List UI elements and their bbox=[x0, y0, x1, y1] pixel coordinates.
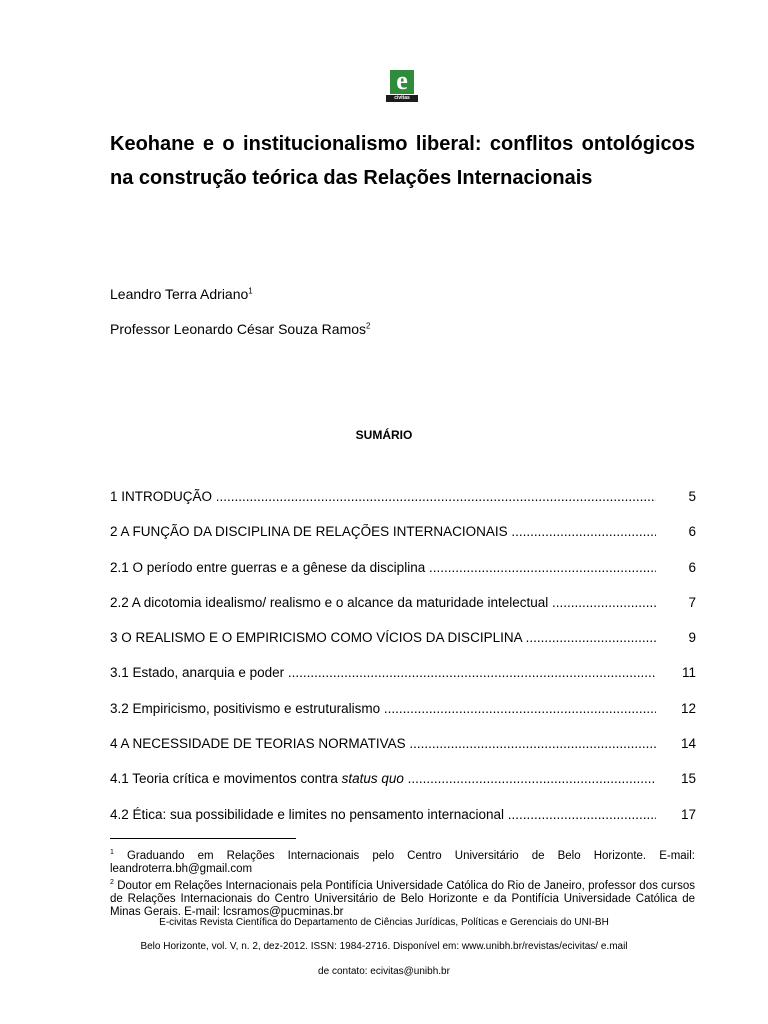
author-1-note-mark: 1 bbox=[248, 286, 253, 296]
author-2-name: Professor Leonardo César Souza Ramos bbox=[110, 321, 367, 337]
sumario-heading: SUMÁRIO bbox=[355, 428, 413, 442]
toc-entry-label: 4.2 Ética: sua possibilidade e limites no pensamento internacional ..... bbox=[110, 807, 656, 822]
footnote-2-mark: 2 bbox=[110, 878, 114, 886]
toc-entry[interactable] bbox=[110, 736, 696, 771]
author-1-name: Leandro Terra Adriano bbox=[110, 286, 249, 302]
toc-entry[interactable] bbox=[110, 701, 696, 736]
toc-entry-page: 5 bbox=[688, 489, 696, 504]
toc-entry-label-wrapper bbox=[110, 771, 656, 786]
toc-entry-label-italic: status quo bbox=[341, 771, 404, 787]
toc-entry-label: 2.2 A dicotomia idealismo/ realismo e o alcance da maturidade intelectual ..... bbox=[110, 595, 656, 610]
paper-title: Keohane e o institucionalismo liberal: conflitos ontológicos na construção teórica das Relações Internacionais bbox=[110, 133, 695, 189]
toc-entry[interactable] bbox=[110, 489, 696, 524]
toc-entry-page: 6 bbox=[688, 559, 696, 575]
toc-entry[interactable] bbox=[110, 595, 696, 630]
toc-entry-label: 4.1 Teoria crítica e movimentos contra bbox=[110, 771, 338, 787]
toc-entry-page: 17 bbox=[680, 806, 696, 822]
footnote-separator bbox=[110, 838, 296, 839]
footnote-1-mark: 1 bbox=[110, 849, 114, 856]
toc-entry[interactable] bbox=[110, 665, 696, 700]
toc-entry-page: 9 bbox=[688, 630, 696, 646]
toc-entry-label: 4 A NECESSIDADE DE TEORIAS NORMATIVAS ..... bbox=[110, 736, 656, 751]
logo-letter: e bbox=[390, 70, 414, 94]
toc-entry-label: 1 INTRODUÇÃO ..... bbox=[110, 489, 656, 504]
author-1 bbox=[110, 286, 253, 302]
footnotes bbox=[110, 846, 695, 919]
footnote-1-text: Graduando em Relações Internacionais pelo Centro Universitário de Belo Horizonte. E-mail: leandroterra.bh@gmail.com bbox=[110, 849, 695, 875]
logo-tag: civitas bbox=[386, 95, 418, 102]
footnote-1 bbox=[110, 846, 695, 876]
toc-entry-page: 6 bbox=[688, 524, 696, 540]
toc-entry-label: 2.1 O período entre guerras e a gênese da disciplina ..... bbox=[110, 560, 656, 575]
author-2-note-mark: 2 bbox=[366, 321, 371, 331]
toc-entry[interactable] bbox=[110, 524, 696, 559]
journal-logo bbox=[386, 66, 418, 104]
toc-entry-label: 2 A FUNÇÃO DA DISCIPLINA DE RELAÇÕES INTERNACIONAIS ..... bbox=[110, 524, 656, 539]
toc-entry-page: 15 bbox=[680, 771, 696, 787]
journal-info-line-1: E-civitas Revista Científica do Departamento de Ciências Jurídicas, Políticas e Gerenciais do UNI-BH bbox=[159, 917, 609, 928]
toc-entry-label: 3 O REALISMO E O EMPIRICISMO COMO VÍCIOS DA DISCIPLINA ..... bbox=[110, 630, 656, 645]
toc-entry-page: 7 bbox=[688, 594, 696, 610]
toc-entry-page: 12 bbox=[680, 700, 696, 716]
table-of-contents bbox=[110, 489, 696, 842]
toc-entry[interactable] bbox=[110, 771, 696, 806]
author-2 bbox=[110, 321, 370, 337]
toc-entry[interactable] bbox=[110, 560, 696, 595]
footnote-2-text: Doutor em Relações Internacionais pela Pontifícia Universidade Católica do Rio de Janeiro, professor dos cursos de Relações Internacionais do Centro Universitário de Belo Horizonte e da Pontifícia Universidade Católica de Minas Gerais. E-mail: lcsramos@pucminas.br bbox=[110, 879, 695, 918]
footnote-2 bbox=[110, 876, 695, 919]
toc-entry[interactable] bbox=[110, 807, 696, 842]
journal-info-line-3: de contato: ecivitas@unibh.br bbox=[318, 966, 450, 977]
toc-entry-label: 3.2 Empiricismo, positivismo e estruturalismo ..... bbox=[110, 701, 656, 716]
toc-entry-page: 11 bbox=[681, 665, 696, 681]
toc-entry-page: 14 bbox=[680, 736, 696, 752]
toc-entry-label: 3.1 Estado, anarquia e poder ..... bbox=[110, 665, 656, 680]
toc-entry[interactable] bbox=[110, 630, 696, 665]
journal-info-line-2: Belo Horizonte, vol. V, n. 2, dez-2012. ISSN: 1984-2716. Disponível em: www.unibh.br/revistas/ecivitas/ e.mail bbox=[140, 941, 628, 952]
